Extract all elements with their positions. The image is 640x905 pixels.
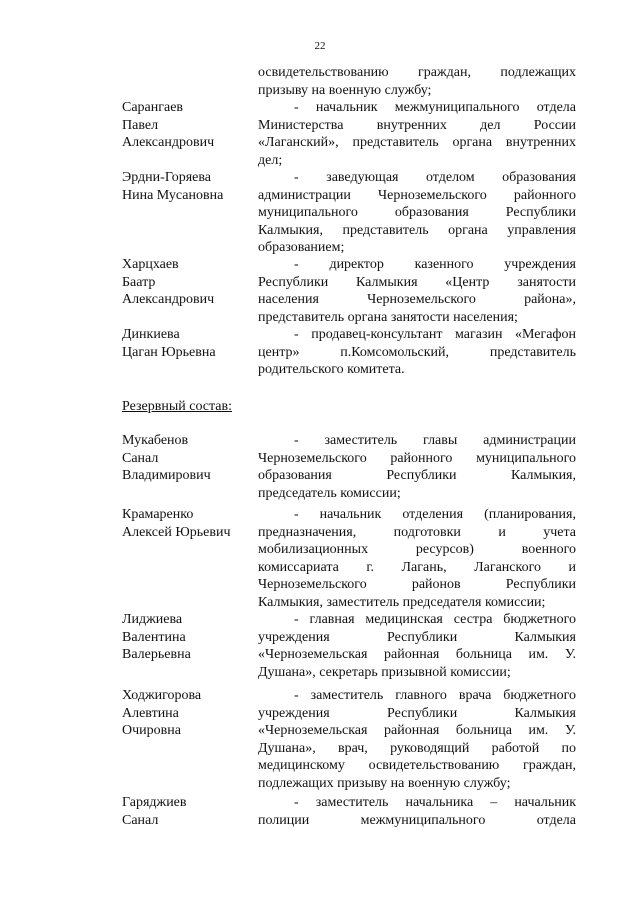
desc-line: предназначения, подготовки и учета bbox=[258, 524, 576, 540]
desc-line: «Черноземельская районная больница им. У. bbox=[258, 723, 576, 738]
desc-line: председатель комиссии; bbox=[258, 485, 401, 501]
name-line: Лиджиева bbox=[122, 612, 183, 627]
desc-line: «Лаганский», представитель органа внутренних bbox=[258, 135, 576, 150]
desc-line: администрации Черноземельского районного bbox=[258, 187, 576, 203]
name-line: Харцхаев bbox=[122, 257, 179, 272]
desc-line: Черноземельского районов Республики bbox=[258, 577, 576, 592]
member-name bbox=[122, 611, 252, 664]
name-line: Баатр bbox=[122, 274, 156, 290]
intro-text bbox=[258, 64, 576, 99]
desc-line: - начальник отделения (планирования, bbox=[294, 507, 576, 522]
member-description bbox=[258, 794, 576, 829]
desc-line: - заместитель главы администрации bbox=[294, 433, 576, 448]
page-number: 22 bbox=[314, 40, 326, 52]
desc-line: населения Черноземельского района», bbox=[258, 292, 576, 307]
desc-line: дел; bbox=[258, 152, 283, 168]
desc-line: «Черноземельская районная больница им. У. bbox=[258, 647, 576, 662]
desc-line: - главная медицинская сестра бюджетного bbox=[294, 612, 576, 627]
intro-line: освидетельствованию граждан, подлежащих bbox=[258, 65, 576, 80]
name-line: Санал bbox=[122, 450, 159, 466]
desc-line: Республики Калмыкия «Центр занятости bbox=[258, 274, 576, 290]
member-description bbox=[258, 611, 576, 681]
desc-line: - заведующая отделом образования bbox=[294, 170, 576, 185]
desc-line: учреждения Республики Калмыкия bbox=[258, 629, 576, 645]
name-line: Александрович bbox=[122, 135, 215, 150]
desc-line: медицинскому освидетельствованию граждан, bbox=[258, 758, 576, 773]
desc-line: Черноземельского районного муниципального bbox=[258, 450, 576, 466]
name-line: Мукабенов bbox=[122, 433, 189, 448]
name-line: Валерьевна bbox=[122, 647, 191, 662]
member-description bbox=[258, 506, 576, 611]
member-name bbox=[122, 506, 252, 541]
member-description bbox=[258, 432, 576, 502]
member-name bbox=[122, 326, 252, 361]
member-name bbox=[122, 432, 252, 485]
name-line: Ходжигорова bbox=[122, 688, 202, 703]
desc-line: мобилизационных ресурсов) военного bbox=[258, 542, 576, 557]
desc-line: родительского комитета. bbox=[258, 362, 405, 377]
member-name bbox=[122, 794, 252, 829]
member-description bbox=[258, 99, 576, 169]
desc-line: центр» п.Комсомольский, представитель bbox=[258, 344, 576, 360]
desc-line: представитель органа занятости населения; bbox=[258, 309, 518, 325]
desc-line: - директор казенного учреждения bbox=[294, 257, 576, 272]
desc-line: - заместитель начальника – начальник bbox=[294, 795, 576, 810]
desc-line: полиции межмуниципального отдела bbox=[258, 812, 576, 828]
member-description bbox=[258, 326, 576, 379]
member-description bbox=[258, 169, 576, 257]
name-line: Нина Мусановна bbox=[122, 187, 224, 203]
name-line: Валентина bbox=[122, 629, 186, 645]
member-description bbox=[258, 687, 576, 792]
desc-line: учреждения Республики Калмыкия bbox=[258, 705, 576, 721]
desc-line: Душана», секретарь призывной комиссии; bbox=[258, 664, 511, 680]
desc-line: комиссариата г. Лагань, Лаганского и bbox=[258, 559, 576, 575]
name-line: Цаган Юрьевна bbox=[122, 344, 216, 360]
reserve-heading: Резервный состав: bbox=[122, 399, 233, 414]
desc-line: Министерства внутренних дел России bbox=[258, 117, 576, 133]
name-line: Алевтина bbox=[122, 705, 179, 721]
desc-line: подлежащих призыву на военную службу; bbox=[258, 775, 511, 791]
desc-line: образованием; bbox=[258, 240, 345, 255]
name-line: Владимирович bbox=[122, 468, 211, 483]
member-name bbox=[122, 256, 252, 309]
name-line: Сарангаев bbox=[122, 100, 184, 115]
name-line: Павел bbox=[122, 117, 159, 133]
desc-line: Душана», врач, руководящий работой по bbox=[258, 740, 576, 756]
intro-line: призыву на военную службу; bbox=[258, 82, 432, 98]
desc-line: Калмыкия, заместитель председателя комиссии; bbox=[258, 594, 546, 610]
desc-line: - начальник межмуниципального отдела bbox=[294, 100, 576, 115]
desc-line: - заместитель главного врача бюджетного bbox=[294, 688, 576, 703]
name-line: Александрович bbox=[122, 292, 215, 307]
name-line: Санал bbox=[122, 812, 159, 828]
name-line: Алексей Юрьевич bbox=[122, 524, 231, 540]
desc-line: образования Республики Калмыкия, bbox=[258, 468, 576, 483]
name-line: Динкиева bbox=[122, 327, 180, 342]
name-line: Эрдни-Горяева bbox=[122, 170, 211, 185]
name-line: Крамаренко bbox=[122, 507, 194, 522]
member-name bbox=[122, 687, 252, 740]
desc-line: муниципального образования Республики bbox=[258, 205, 576, 220]
desc-line: - продавец-консультант магазин «Мегафон bbox=[294, 327, 576, 342]
member-description bbox=[258, 256, 576, 326]
name-line: Гаряджиев bbox=[122, 795, 187, 810]
desc-line: Калмыкия, представитель органа управления bbox=[258, 222, 576, 238]
member-name bbox=[122, 169, 252, 204]
name-line: Очировна bbox=[122, 723, 181, 738]
member-name bbox=[122, 99, 252, 152]
